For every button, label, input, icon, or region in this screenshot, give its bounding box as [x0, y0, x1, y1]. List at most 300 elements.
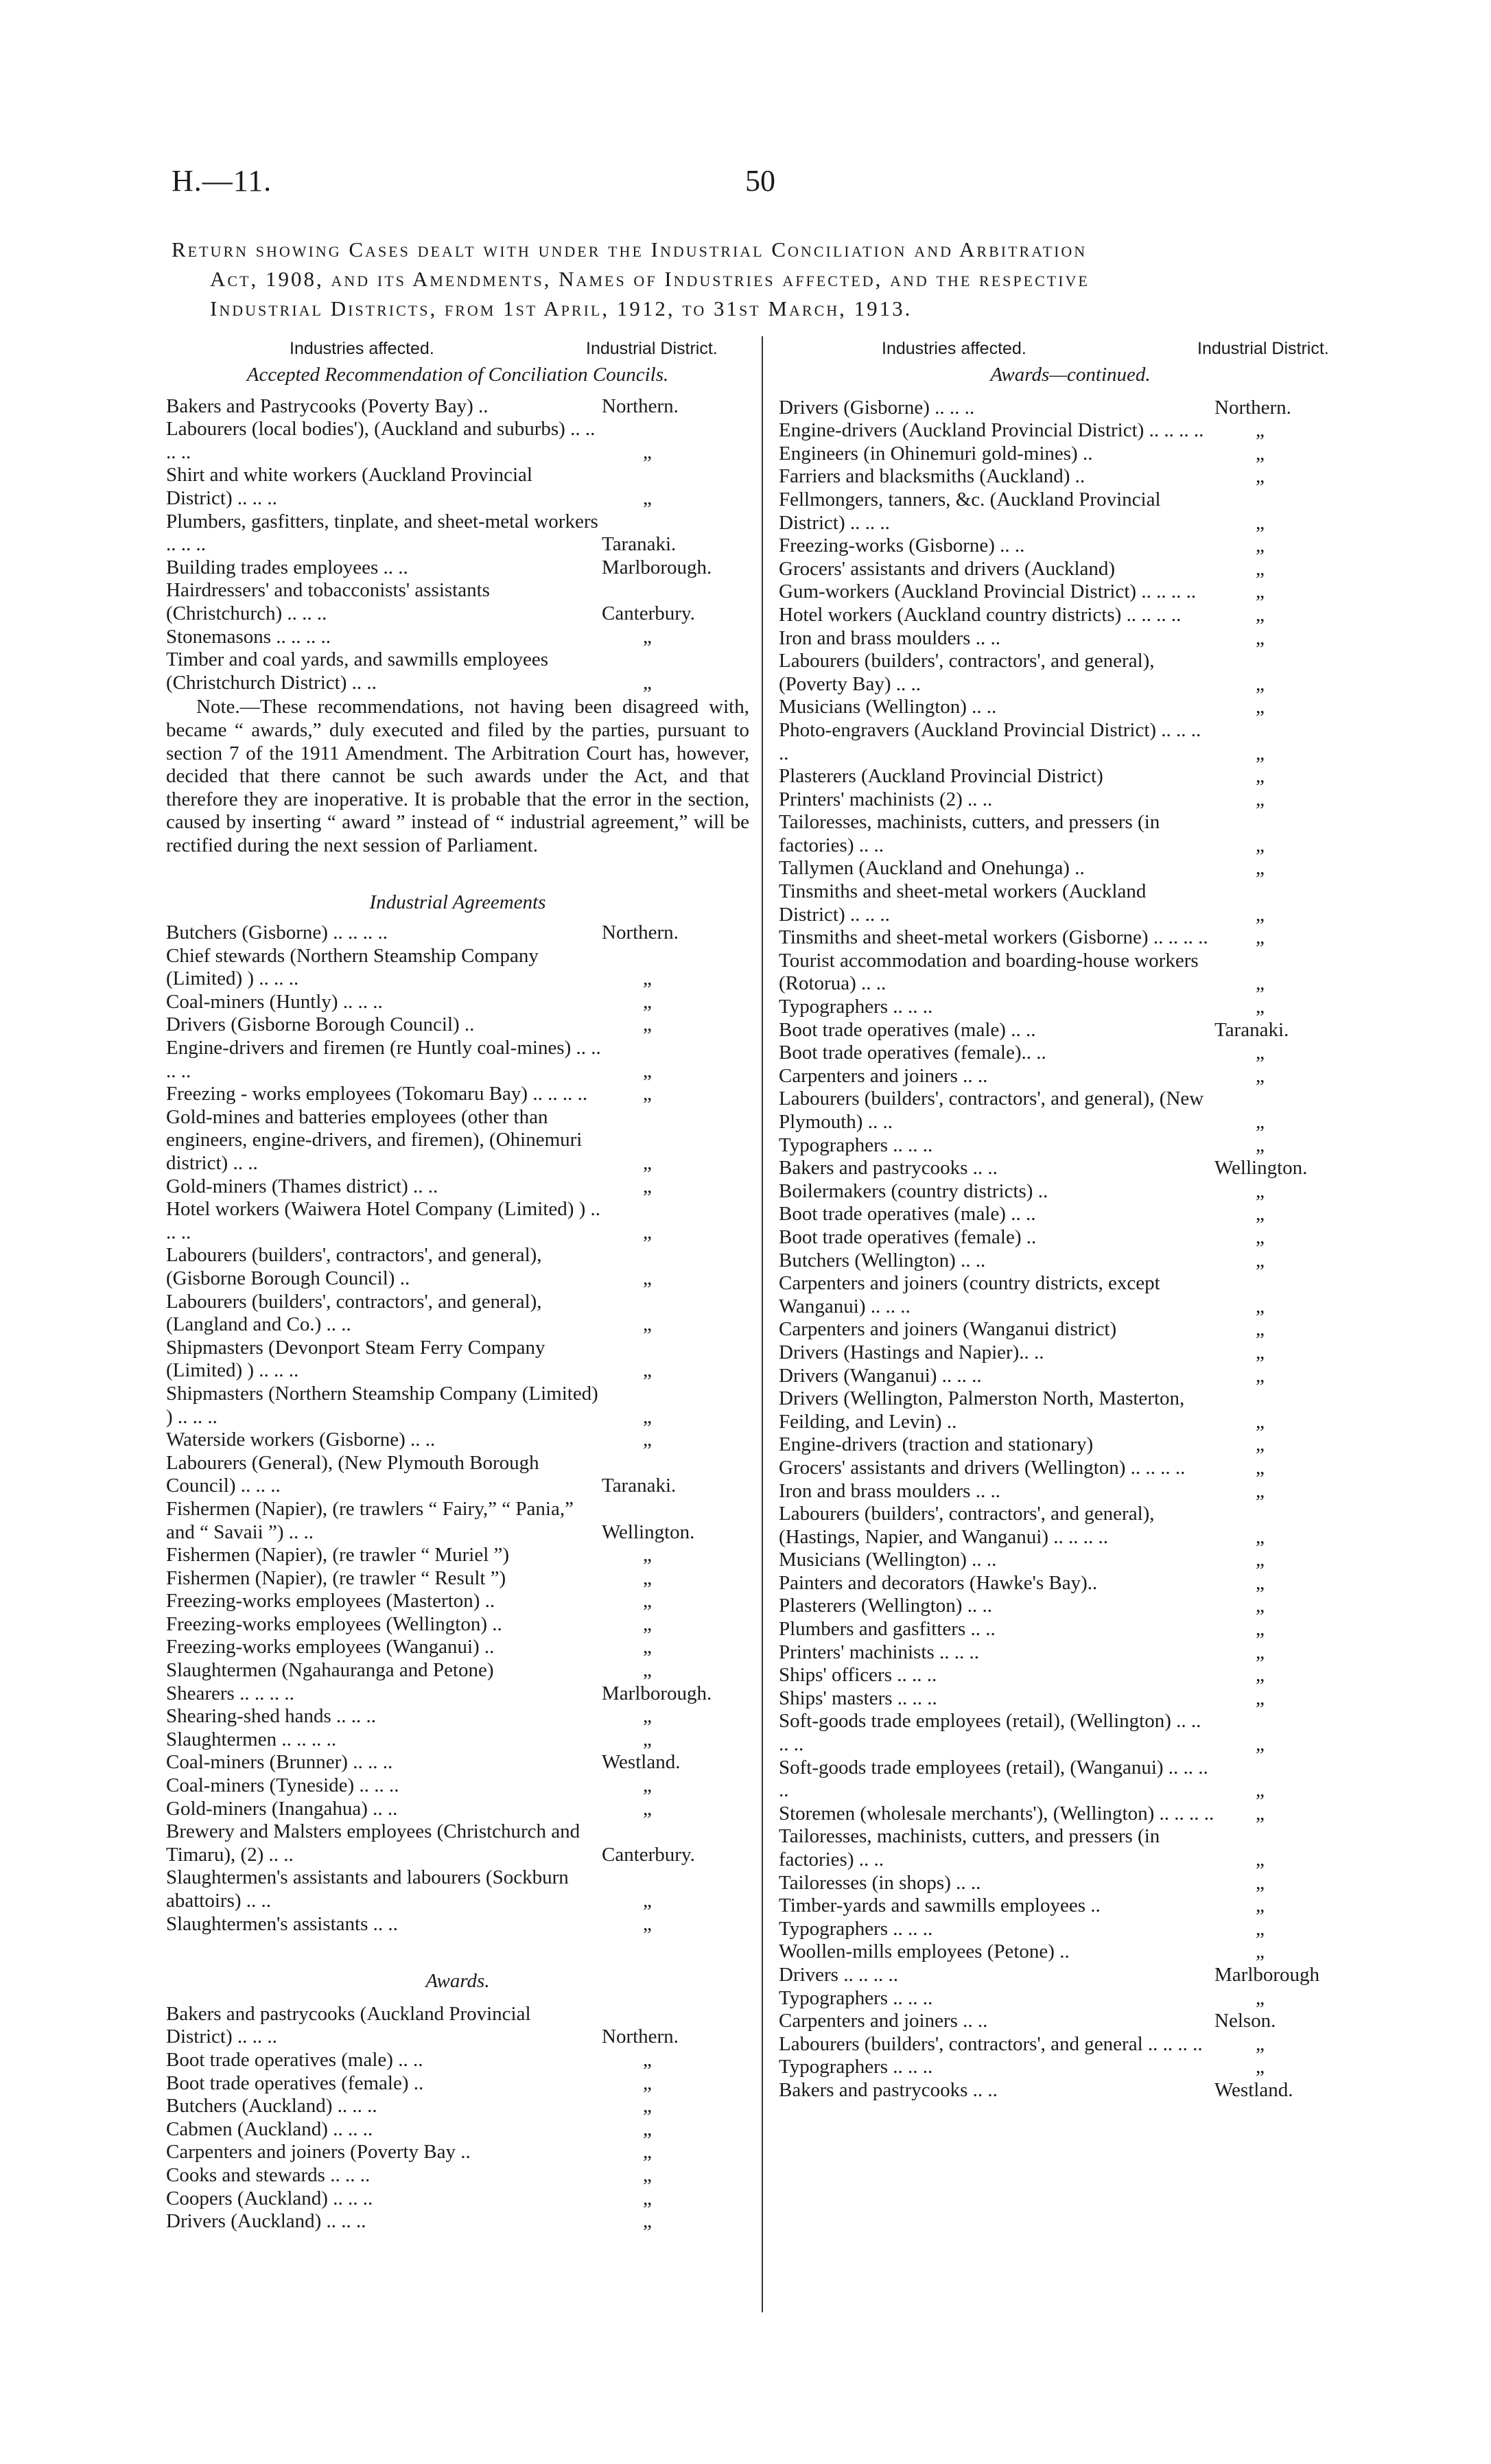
industrial-district: „: [643, 1636, 652, 1658]
industry-name: Coal-miners (Tyneside) .. .. ..: [166, 1774, 399, 1797]
table-row: [779, 1226, 1362, 1249]
industry-name: Slaughtermen (Ngahauranga and Petone): [166, 1659, 494, 1682]
industrial-district: „: [643, 1728, 652, 1750]
industrial-district: „: [1256, 788, 1265, 810]
table-row: [779, 1157, 1362, 1180]
table-row: [166, 556, 749, 580]
table-row: [166, 1198, 749, 1244]
title-line-3: Industrial Districts, from 1st April, 1912, to 31st March, 1913.: [210, 296, 913, 320]
table-row: [166, 579, 749, 625]
table-row: [166, 1337, 749, 1383]
table-row: [166, 1244, 749, 1290]
table-row: [166, 1705, 749, 1728]
industrial-district: „: [1256, 511, 1265, 534]
industry-name: Labourers (local bodies'), (Auckland and suburbs) .. .. .. ..: [166, 418, 596, 463]
industrial-district: Marlborough: [1214, 1963, 1320, 1986]
table-row: [779, 1180, 1362, 1204]
industry-name: Boot trade operatives (male) .. ..: [779, 1203, 1036, 1225]
industrial-district: „: [1256, 834, 1265, 856]
industrial-district: „: [1256, 1571, 1265, 1594]
industry-name: Chief stewards (Northern Steamship Company (Limited) ) .. .. ..: [166, 944, 539, 990]
industrial-district: „: [643, 2095, 652, 2117]
industrial-district: Westland.: [1214, 2078, 1293, 2101]
table-row: [166, 945, 749, 991]
industries-header: Industries affected.: [882, 339, 1026, 358]
table-row: [779, 1503, 1362, 1549]
industrial-district: „: [1256, 765, 1265, 788]
table-row: [166, 1866, 749, 1912]
industry-name: Fishermen (Napier), (re trawlers “ Fairy,” “ Pania,” and “ Savaii ”) .. ..: [166, 1497, 574, 1543]
table-row: [779, 1065, 1362, 1088]
awards-list-right: [779, 397, 1362, 2102]
industry-name: Boot trade operatives (male) .. ..: [166, 2048, 423, 2071]
industrial-district: „: [643, 2141, 652, 2163]
industry-name: Carpenters and joiners .. ..: [779, 2010, 988, 2032]
industry-name: Plasterers (Auckland Provincial District): [779, 765, 1103, 788]
industry-name: Plumbers and gasfitters .. ..: [779, 1618, 996, 1641]
industrial-district: „: [1256, 1180, 1265, 1202]
table-row: [779, 419, 1362, 443]
industrial-district: „: [1256, 1203, 1265, 1225]
industrial-district: „: [643, 2210, 652, 2233]
industry-name: Typographers .. .. ..: [779, 2056, 933, 2078]
industry-name: Timber and coal yards, and sawmills employees (Christchurch District) .. ..: [166, 648, 549, 694]
section-heading-agreements: Industrial Agreements: [369, 891, 546, 914]
table-row: [779, 1872, 1362, 1895]
table-row: [166, 418, 749, 464]
table-row: [779, 1042, 1362, 1065]
industry-name: Labourers (builders', contractors', and general .. .. .. ..: [779, 2032, 1203, 2055]
table-row: [779, 1757, 1362, 1803]
industry-name: Building trades employees .. ..: [166, 556, 408, 578]
page-title: [172, 235, 1365, 323]
industrial-district: „: [1256, 926, 1265, 949]
industry-name: Freezing - works employees (Tokomaru Bay) .. .. .. ..: [166, 1083, 588, 1105]
industry-name: Drivers (Wellington, Palmerston North, Masterton, Feilding, and Levin) ..: [779, 1387, 1185, 1433]
industrial-district: „: [1256, 1410, 1265, 1433]
table-row: [779, 1249, 1362, 1273]
table-row: [779, 1918, 1362, 1941]
industrial-district: „: [1256, 1111, 1265, 1133]
industry-name: Bakers and pastrycooks .. ..: [779, 2078, 998, 2101]
industrial-district: Northern.: [602, 922, 679, 944]
industry-name: Grocers' assistants and drivers (Auckland): [779, 557, 1116, 580]
industrial-district: Wellington.: [1214, 1157, 1308, 1180]
table-row: [166, 2003, 749, 2049]
table-row: [779, 880, 1362, 926]
industrial-district: „: [1256, 1549, 1265, 1571]
table-row: [779, 1664, 1362, 1687]
industrial-district: Nelson.: [1214, 2010, 1276, 2032]
note-paragraph: Note.—These recommendations, not having been disagreed with, became “ awards,” duly executed and filed by the parties, pursuant to section 7 of the 1911 Amendment. The Arbitration Court has, however, decided that there cannot be such awards under the Act, and that therefore they are inoperative. It is probable that the error in the section, caused by inserting “ award ” instead of “ industrial agreement,” will be rectified during the next session of Parliament.: [166, 696, 749, 856]
industrial-district: „: [643, 2163, 652, 2186]
industrial-district: „: [643, 1152, 652, 1174]
industry-name: Butchers (Gisborne) .. .. .. ..: [166, 922, 388, 944]
table-row: [166, 1613, 749, 1636]
industrial-district: „: [1256, 1295, 1265, 1317]
industrial-district: „: [643, 2048, 652, 2071]
industry-name: Drivers (Wanganui) .. .. ..: [779, 1364, 982, 1387]
table-row: [779, 650, 1362, 696]
table-row: [779, 1964, 1362, 1987]
industrial-district: „: [643, 1659, 652, 1682]
industrial-district: „: [1256, 996, 1265, 1018]
industrial-district: „: [1256, 903, 1265, 926]
industrial-district: „: [1256, 1225, 1265, 1248]
left-column-header: [166, 335, 749, 364]
industrial-district: „: [643, 1013, 652, 1036]
industry-name: Fishermen (Napier), (re trawler “ Result ”): [166, 1567, 506, 1589]
table-row: [166, 1452, 749, 1498]
industrial-district: Westland.: [602, 1751, 681, 1774]
industry-name: Cooks and stewards .. .. ..: [166, 2163, 371, 2186]
industry-name: Drivers (Gisborne Borough Council) ..: [166, 1013, 475, 1036]
table-row: [779, 788, 1362, 812]
table-row: [779, 1641, 1362, 1665]
industrial-district: „: [1256, 419, 1265, 442]
industrial-district: „: [1256, 1733, 1265, 1756]
title-line-1: Return showing Cases dealt with under the Industrial Conciliation and Arbitration: [172, 237, 1088, 261]
table-row: [779, 558, 1362, 581]
table-row: [779, 1572, 1362, 1595]
industry-name: Gold-miners (Inangahua) .. ..: [166, 1797, 398, 1820]
industrial-district: „: [1256, 580, 1265, 603]
industry-name: Slaughtermen's assistants .. ..: [166, 1912, 398, 1935]
table-row: [166, 1659, 749, 1682]
industry-name: Engine-drivers (traction and stationary): [779, 1433, 1094, 1456]
industrial-district: „: [643, 1267, 652, 1289]
industrial-district: „: [643, 2117, 652, 2140]
table-row: [166, 1013, 749, 1037]
industry-name: Engine-drivers (Auckland Provincial District) .. .. .. ..: [779, 419, 1204, 442]
table-row: [166, 922, 749, 945]
industrial-district: „: [1256, 1341, 1265, 1363]
industry-name: Hotel workers (Waiwera Hotel Company (Limited) ) .. .. ..: [166, 1198, 601, 1243]
table-row: [166, 1175, 749, 1199]
industrial-district: „: [643, 1429, 652, 1451]
industry-name: Ships' officers .. .. ..: [779, 1664, 937, 1687]
industrial-district: „: [1256, 1134, 1265, 1156]
industry-name: Grocers' assistants and drivers (Wellington) .. .. .. ..: [779, 1456, 1186, 1479]
table-row: [779, 627, 1362, 650]
table-row: [779, 926, 1362, 950]
industry-name: Tourist accommodation and boarding-house workers (Rotorua) .. ..: [779, 949, 1199, 995]
industrial-district: „: [1256, 626, 1265, 649]
industrial-district: Taranaki.: [602, 1475, 677, 1497]
industry-name: Brewery and Malsters employees (Christchurch and Timaru), (2) .. ..: [166, 1820, 580, 1866]
industrial-district: „: [1256, 742, 1265, 764]
industry-name: Tailoresses (in shops) .. ..: [779, 1871, 981, 1894]
industry-name: Engineers (in Ohinemuri gold-mines) ..: [779, 442, 1093, 465]
industrial-district: „: [1256, 1456, 1265, 1479]
table-row: [779, 857, 1362, 880]
industry-name: Typographers .. .. ..: [779, 1917, 933, 1940]
industrial-district: Wellington.: [602, 1521, 695, 1543]
table-row: [779, 811, 1362, 857]
industrial-district: „: [643, 1912, 652, 1935]
industry-name: Coal-miners (Huntly) .. .. ..: [166, 990, 383, 1013]
industrial-district: „: [643, 1590, 652, 1612]
industry-name: Typographers .. .. ..: [779, 1986, 933, 2009]
table-row: [166, 1913, 749, 1936]
industrial-district: „: [643, 486, 652, 509]
industrial-district: „: [1256, 557, 1265, 580]
industry-name: Freezing-works employees (Masterton) ..: [166, 1590, 495, 1612]
industry-name: Engine-drivers and firemen (re Huntly coal-mines) .. .. .. ..: [166, 1037, 601, 1082]
industrial-district: „: [643, 2187, 652, 2209]
industry-name: Hairdressers' and tobacconists' assistants (Christchurch) .. .. ..: [166, 579, 490, 624]
table-row: [166, 2164, 749, 2187]
table-row: [779, 1710, 1362, 1756]
industrial-district: „: [1256, 442, 1265, 465]
table-row: [166, 1037, 749, 1083]
industry-name: Tailoresses, machinists, cutters, and pressers (in factories) .. ..: [779, 811, 1160, 856]
industrial-district: Northern.: [602, 2026, 679, 2048]
industrial-district: „: [643, 1774, 652, 1797]
industry-name: Plumbers, gasfitters, tinplate, and sheet-metal workers .. .. ..: [166, 510, 598, 556]
table-row: [779, 2033, 1362, 2056]
industry-name: Printers' machinists (2) .. ..: [779, 788, 993, 810]
table-row: [779, 443, 1362, 466]
industry-name: Musicians (Wellington) .. ..: [779, 1549, 997, 1571]
industrial-district: „: [1256, 1986, 1265, 2009]
industry-name: Stonemasons .. .. .. ..: [166, 625, 331, 648]
industry-name: Musicians (Wellington) .. ..: [779, 696, 997, 718]
industry-name: Drivers (Auckland) .. .. ..: [166, 2210, 366, 2233]
industry-name: Iron and brass moulders .. ..: [779, 626, 1000, 649]
table-row: [166, 1383, 749, 1429]
accepted-list: [166, 395, 749, 695]
table-row: [779, 1203, 1362, 1226]
industry-name: Carpenters and joiners (Wanganui district): [779, 1318, 1117, 1341]
industry-name: Drivers (Hastings and Napier).. ..: [779, 1341, 1044, 1363]
industry-name: Plasterers (Wellington) .. ..: [779, 1595, 992, 1617]
industrial-district: „: [643, 671, 652, 694]
industrial-district: „: [643, 441, 652, 463]
industrial-district: „: [1256, 1664, 1265, 1687]
industry-name: Tinsmiths and sheet-metal workers (Gisborne) .. .. .. ..: [779, 926, 1208, 949]
table-row: [166, 2072, 749, 2096]
industrial-district: „: [643, 1705, 652, 1728]
industry-name: Freezing-works (Gisborne) .. ..: [779, 535, 1025, 557]
industry-name: Fellmongers, tanners, &c. (Auckland Provincial District) .. .. ..: [779, 488, 1161, 534]
industry-name: Soft-goods trade employees (retail), (Wanganui) .. .. .. ..: [779, 1756, 1208, 1802]
table-row: [779, 1019, 1362, 1042]
industrial-district: „: [1256, 1917, 1265, 1940]
table-row: [166, 1636, 749, 1659]
industrial-district: „: [1256, 1849, 1265, 1870]
industrial-district: „: [643, 1405, 652, 1428]
column-divider: [762, 336, 763, 2312]
table-row: [779, 1549, 1362, 1572]
table-row: [779, 996, 1362, 1019]
industrial-district: „: [1256, 1042, 1265, 1064]
industry-name: Iron and brass moulders .. ..: [779, 1479, 1000, 1502]
table-row: [779, 1687, 1362, 1711]
industry-name: Gold-miners (Thames district) .. ..: [166, 1175, 438, 1197]
industry-name: Boot trade operatives (female) ..: [779, 1225, 1037, 1248]
table-row: [779, 1318, 1362, 1341]
table-row: [779, 465, 1362, 489]
industrial-district: „: [1256, 1595, 1265, 1617]
industry-name: Boot trade operatives (female).. ..: [779, 1042, 1046, 1064]
industrial-district: „: [643, 1083, 652, 1105]
table-row: [779, 604, 1362, 627]
industrial-district: „: [643, 1797, 652, 1820]
industrial-district: „: [1256, 465, 1265, 488]
industrial-district: Marlborough.: [602, 556, 712, 578]
industrial-district: „: [1256, 1479, 1265, 1502]
table-row: [779, 1365, 1362, 1388]
industry-name: Typographers .. .. ..: [779, 996, 933, 1018]
section-heading-accepted: Accepted Recommendation of Conciliation Councils.: [246, 364, 669, 386]
industry-name: Coal-miners (Brunner) .. .. ..: [166, 1751, 393, 1774]
industry-name: Typographers .. .. ..: [779, 1134, 933, 1156]
table-row: [779, 1618, 1362, 1641]
industry-name: Boilermakers (country districts) ..: [779, 1180, 1048, 1202]
industry-name: Storemen (wholesale merchants'), (Wellington) .. .. .. ..: [779, 1802, 1214, 1824]
table-row: [166, 1291, 749, 1337]
industrial-district: „: [643, 1221, 652, 1243]
table-row: [779, 2056, 1362, 2079]
table-row: [779, 535, 1362, 558]
industrial-district: „: [1256, 2056, 1265, 2078]
table-row: [779, 1940, 1362, 1964]
industry-name: Labourers (builders', contractors', and general), (Poverty Bay) .. ..: [779, 650, 1155, 695]
table-row: [779, 1387, 1362, 1433]
industry-name: Coopers (Auckland) .. .. ..: [166, 2187, 373, 2209]
industrial-district: „: [643, 1359, 652, 1382]
table-row: [166, 1751, 749, 1774]
industrial-district: „: [1256, 603, 1265, 626]
table-row: [166, 991, 749, 1014]
industrial-district: „: [643, 1059, 652, 1082]
industrial-district: Northern.: [602, 395, 679, 417]
table-row: [779, 1457, 1362, 1480]
industrial-district: Taranaki.: [1214, 1018, 1289, 1041]
industrial-district: „: [643, 625, 652, 648]
industry-name: Labourers (builders', contractors', and general), (Gisborne Borough Council) ..: [166, 1244, 542, 1289]
table-row: [166, 1590, 749, 1613]
industrial-district: „: [643, 1544, 652, 1567]
industry-name: Shearers .. .. .. ..: [166, 1682, 294, 1704]
table-row: [166, 1106, 749, 1175]
table-row: [166, 1083, 749, 1106]
industrial-district: „: [1256, 1249, 1265, 1271]
industry-name: Labourers (builders', contractors', and general), (Langland and Co.) .. ..: [166, 1290, 542, 1336]
industry-name: Timber-yards and sawmills employees ..: [779, 1894, 1101, 1917]
table-row: [166, 2118, 749, 2142]
table-row: [166, 1567, 749, 1591]
awards-list-left: [166, 2003, 749, 2233]
industrial-district: „: [643, 1175, 652, 1197]
industrial-district: „: [1256, 672, 1265, 695]
industrial-district: Marlborough.: [602, 1682, 712, 1704]
table-row: [779, 489, 1362, 535]
district-header: Industrial District.: [1197, 339, 1329, 358]
industry-name: Butchers (Wellington) .. ..: [779, 1249, 986, 1271]
title-line-2: Act, 1908, and its Amendments, Names of Industries affected, and the respective: [210, 267, 1090, 291]
table-row: [779, 719, 1362, 765]
table-row: [166, 648, 749, 694]
table-row: [166, 1728, 749, 1752]
industrial-district: „: [1256, 1641, 1265, 1663]
industrial-district: Canterbury.: [602, 602, 695, 624]
industry-name: Tailoresses, machinists, cutters, and pressers (in factories) .. ..: [779, 1825, 1160, 1870]
table-row: [166, 1429, 749, 1452]
section-heading-awards-continued: Awards—continued.: [990, 364, 1151, 386]
table-row: [166, 2210, 749, 2233]
table-row: [779, 1134, 1362, 1158]
industrial-district: „: [643, 2072, 652, 2094]
industry-name: Labourers (builders', contractors', and general), (Hastings, Napier, and Wanganui) .. .. .. ..: [779, 1503, 1155, 1548]
industrial-district: „: [1256, 1894, 1265, 1917]
table-row: [166, 511, 749, 556]
industrial-district: „: [643, 1612, 652, 1635]
industry-name: Soft-goods trade employees (retail), (Wellington) .. .. .. ..: [779, 1710, 1201, 1756]
industrial-district: „: [1256, 1940, 1265, 1963]
industry-name: Shipmasters (Northern Steamship Company (Limited) ) .. .. ..: [166, 1382, 598, 1428]
industrial-district: „: [1256, 1525, 1265, 1548]
industry-name: Gold-mines and batteries employees (other than engineers, engine-drivers, and firemen), (Ohinemuri district) .. ..: [166, 1105, 583, 1174]
table-row: [779, 1088, 1362, 1134]
industry-name: Carpenters and joiners (country districts, except Wanganui) .. .. ..: [779, 1272, 1160, 1317]
table-row: [166, 395, 749, 419]
industry-name: Fishermen (Napier), (re trawler “ Muriel ”): [166, 1544, 510, 1567]
industrial-district: Canterbury.: [602, 1843, 695, 1866]
table-row: [166, 2187, 749, 2211]
industry-name: Drivers (Gisborne) .. .. ..: [779, 396, 975, 419]
industry-name: Carpenters and joiners (Poverty Bay ..: [166, 2141, 471, 2163]
industry-name: Tinsmiths and sheet-metal workers (Auckland District) .. .. ..: [779, 880, 1147, 926]
industry-name: Labourers (builders', contractors', and general), (New Plymouth) .. ..: [779, 1088, 1204, 1133]
table-row: [779, 1341, 1362, 1365]
right-column: [779, 335, 1362, 2102]
industry-name: Bakers and Pastrycooks (Poverty Bay) ..: [166, 395, 489, 417]
industrial-district: „: [643, 1890, 652, 1912]
industrial-district: „: [643, 1313, 652, 1336]
industry-name: Slaughtermen's assistants and labourers (Sockburn abattoirs) .. ..: [166, 1866, 569, 1912]
industry-name: Tallymen (Auckland and Onehunga) ..: [779, 857, 1085, 880]
table-row: [779, 1987, 1362, 2010]
industry-name: Bakers and pastrycooks (Auckland Provincial District) .. .. ..: [166, 2002, 531, 2048]
table-row: [779, 1433, 1362, 1457]
table-row: [166, 2095, 749, 2118]
industry-name: Slaughtermen .. .. .. ..: [166, 1728, 337, 1750]
industrial-district: Northern.: [1214, 396, 1291, 419]
industry-name: Waterside workers (Gisborne) .. ..: [166, 1429, 436, 1451]
industry-name: Gum-workers (Auckland Provincial District) .. .. .. ..: [779, 580, 1197, 603]
table-row: [779, 2010, 1362, 2033]
industry-name: Butchers (Auckland) .. .. ..: [166, 2095, 377, 2117]
industrial-district: „: [1256, 1618, 1265, 1641]
industry-name: Cabmen (Auckland) .. .. ..: [166, 2117, 373, 2140]
table-row: [779, 2079, 1362, 2102]
industrial-district: „: [1256, 1318, 1265, 1341]
table-row: [779, 397, 1362, 420]
table-row: [779, 580, 1362, 604]
table-row: [166, 2141, 749, 2164]
district-header: Industrial District.: [586, 339, 718, 358]
industrial-district: „: [1256, 1871, 1265, 1894]
table-row: [166, 464, 749, 510]
table-row: [779, 1825, 1362, 1871]
left-column: [166, 335, 749, 2233]
industry-name: Shirt and white workers (Auckland Provincial District) .. .. ..: [166, 464, 532, 509]
industry-name: Bakers and pastrycooks .. ..: [779, 1157, 998, 1180]
table-row: [166, 1774, 749, 1798]
table-row: [779, 1480, 1362, 1503]
